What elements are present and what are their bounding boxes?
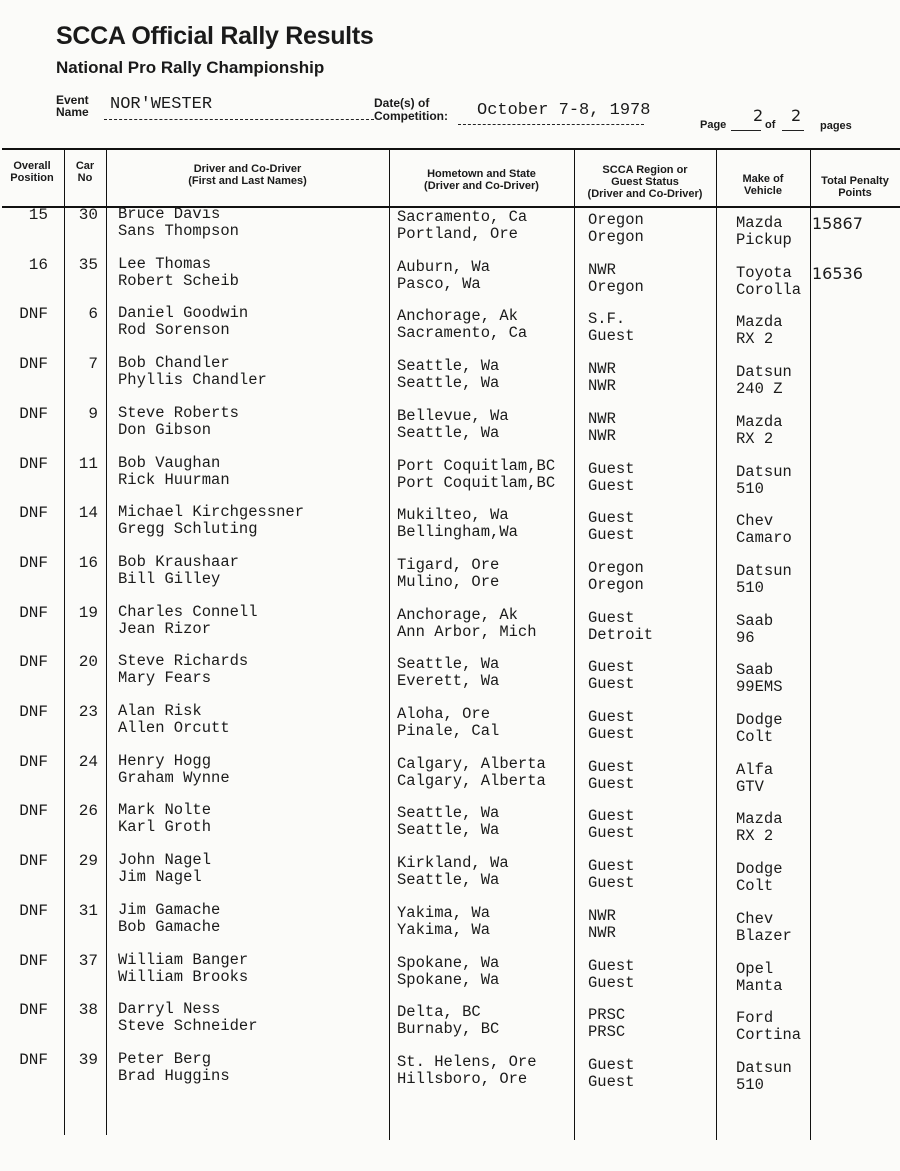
car-number-cell: 24 — [78, 752, 98, 771]
car-number-cell: 35 — [78, 255, 98, 274]
car-number-cell: 7 — [88, 355, 98, 374]
co-driver-hometown-cell: Ann Arbor, Mich — [397, 622, 537, 641]
co-driver-cell: Mary Fears — [118, 669, 212, 688]
co-driver-cell: Rick Huurman — [118, 470, 230, 489]
event-name-underline — [104, 119, 374, 120]
driver-hometown-cell: St. Helens, Ore — [397, 1052, 537, 1071]
driver-hometown-cell: Auburn, Wa — [397, 257, 491, 276]
model-cell: Colt — [736, 728, 774, 746]
model-cell: Pickup — [736, 231, 792, 249]
model-cell: GTV — [736, 777, 764, 796]
driver-region-cell: Oregon — [588, 211, 644, 229]
co-driver-region-cell: PRSC — [588, 1023, 626, 1042]
driver-cell: Steve Roberts — [118, 403, 239, 422]
position-cell: 16 — [28, 255, 48, 274]
driver-cell: Michael Kirchgessner — [118, 503, 305, 522]
co-driver-region-cell: NWR — [588, 923, 616, 942]
make-cell: Datsun — [736, 462, 792, 481]
position-cell: DNF — [19, 1050, 48, 1069]
co-driver-hometown-cell: Seattle, Wa — [397, 871, 500, 890]
driver-region-cell: Guest — [588, 807, 635, 826]
position-cell: DNF — [19, 852, 48, 871]
driver-hometown-cell: Sacramento, Ca — [397, 208, 528, 226]
driver-cell: Bob Chandler — [118, 354, 230, 373]
driver-hometown-cell: Anchorage, Ak — [397, 605, 518, 624]
co-driver-region-cell: Oregon — [588, 277, 644, 296]
driver-hometown-cell: Port Coquitlam,BC — [397, 456, 556, 475]
position-cell: DNF — [19, 404, 48, 423]
model-cell: 510 — [736, 479, 764, 498]
co-driver-hometown-cell: Pinale, Cal — [397, 722, 500, 740]
make-cell: Ford — [736, 1009, 774, 1028]
col-header-driver: Driver and Co-Driver (First and Last Names) — [188, 163, 307, 187]
dates-underline — [458, 124, 644, 125]
position-cell: DNF — [19, 951, 48, 970]
col-divider-5 — [716, 150, 717, 1140]
driver-hometown-cell: Anchorage, Ak — [397, 307, 518, 326]
position-cell: DNF — [19, 305, 48, 324]
col-header-hometown: Hometown and State (Driver and Co-Driver) — [424, 168, 539, 192]
make-cell: Toyota — [736, 263, 792, 282]
co-driver-region-cell: Guest — [588, 774, 635, 793]
driver-hometown-cell: Seattle, Wa — [397, 655, 500, 674]
driver-region-cell: Guest — [588, 857, 635, 876]
driver-region-cell: NWR — [588, 260, 616, 279]
car-number-cell: 14 — [78, 504, 98, 523]
co-driver-region-cell: Oregon — [588, 228, 644, 246]
model-cell: Cortina — [736, 1026, 802, 1045]
make-cell: Mazda — [736, 313, 783, 332]
driver-region-cell: Guest — [588, 658, 635, 677]
col-header-region: SCCA Region or Guest Status (Driver and Co-Driver) — [587, 164, 703, 200]
position-cell: DNF — [19, 752, 48, 771]
driver-hometown-cell: Seattle, Wa — [397, 804, 500, 823]
make-cell: Dodge — [736, 860, 783, 879]
dates-label-line1: Date(s) of — [374, 96, 430, 110]
driver-hometown-cell: Mukilteo, Wa — [397, 506, 509, 525]
model-cell: Colt — [736, 877, 774, 896]
position-cell: DNF — [19, 553, 48, 572]
model-cell: 510 — [736, 1075, 764, 1094]
col-divider-6 — [810, 150, 811, 1140]
co-driver-region-cell: NWR — [588, 426, 616, 445]
model-cell: 510 — [736, 578, 764, 597]
position-cell: DNF — [19, 454, 48, 473]
car-number-cell: 37 — [78, 951, 98, 970]
co-driver-region-cell: Detroit — [588, 625, 654, 644]
driver-hometown-cell: Kirkland, Wa — [397, 854, 509, 873]
model-cell: Corolla — [736, 280, 802, 299]
of-label: of — [765, 119, 776, 131]
driver-cell: Henry Hogg — [118, 751, 212, 770]
car-number-cell: 26 — [78, 802, 98, 821]
table-top-rule — [2, 148, 900, 150]
car-number-cell: 39 — [78, 1050, 98, 1069]
penalty-points-cell: 15867 — [812, 214, 863, 233]
driver-region-cell: PRSC — [588, 1006, 626, 1025]
model-cell: Blazer — [736, 926, 792, 945]
driver-region-cell: Guest — [588, 459, 635, 478]
driver-region-cell: Guest — [588, 708, 635, 726]
driver-cell: Steve Richards — [118, 652, 249, 671]
co-driver-cell: Bill Gilley — [118, 569, 221, 588]
co-driver-cell: Sans Thompson — [118, 222, 239, 240]
co-driver-hometown-cell: Bellingham,Wa — [397, 523, 518, 542]
make-cell: Datsun — [736, 561, 792, 580]
col-divider-1 — [64, 150, 65, 1135]
driver-region-cell: Guest — [588, 956, 635, 975]
co-driver-region-cell: Guest — [588, 675, 635, 694]
co-driver-hometown-cell: Seattle, Wa — [397, 821, 500, 840]
model-cell: Manta — [736, 976, 783, 995]
page-number: 2 — [753, 106, 764, 125]
co-driver-region-cell: Guest — [588, 973, 635, 992]
penalty-points-cell: 16536 — [812, 263, 863, 283]
co-driver-region-cell: Guest — [588, 824, 635, 843]
co-driver-cell: Brad Huggins — [118, 1066, 230, 1085]
model-cell: RX 2 — [736, 330, 774, 349]
col-divider-4 — [574, 150, 575, 1140]
co-driver-cell: Graham Wynne — [118, 768, 230, 787]
co-driver-region-cell: Guest — [588, 1072, 635, 1091]
driver-cell: Daniel Goodwin — [118, 304, 249, 323]
driver-region-cell: NWR — [588, 906, 616, 925]
position-cell: 15 — [28, 206, 48, 224]
car-number-cell: 11 — [78, 454, 98, 473]
model-cell: 99EMS — [736, 678, 783, 697]
make-cell: Saab — [736, 611, 774, 630]
co-driver-region-cell: Guest — [588, 327, 635, 346]
position-cell: DNF — [19, 802, 48, 821]
co-driver-region-cell: Guest — [588, 526, 635, 545]
driver-hometown-cell: Seattle, Wa — [397, 357, 500, 376]
co-driver-hometown-cell: Seattle, Wa — [397, 423, 500, 442]
make-cell: Chev — [736, 512, 774, 531]
event-name-value: NOR'WESTER — [110, 95, 213, 114]
co-driver-cell: Robert Scheib — [118, 271, 239, 290]
dates-label-line2: Competition: — [374, 109, 448, 123]
co-driver-region-cell: Guest — [588, 874, 635, 893]
co-driver-cell: Allen Orcutt — [118, 719, 230, 737]
position-cell: DNF — [19, 603, 48, 622]
co-driver-hometown-cell: Spokane, Wa — [397, 970, 500, 989]
model-cell: RX 2 — [736, 827, 774, 846]
co-driver-cell: Rod Sorenson — [118, 321, 230, 340]
co-driver-cell: Jean Rizor — [118, 619, 212, 638]
driver-region-cell: S.F. — [588, 310, 626, 329]
col-header-car-no: Car No — [75, 160, 95, 184]
driver-cell: Lee Thomas — [118, 254, 212, 273]
driver-region-cell: Guest — [588, 1055, 635, 1074]
co-driver-cell: Don Gibson — [118, 420, 212, 439]
driver-region-cell: NWR — [588, 409, 616, 428]
pages-label: pages — [820, 120, 852, 132]
col-divider-3 — [389, 150, 390, 1140]
co-driver-cell: Jim Nagel — [118, 868, 202, 887]
co-driver-hometown-cell: Port Coquitlam,BC — [397, 473, 556, 492]
event-label-line2: Name — [56, 105, 89, 119]
co-driver-hometown-cell: Yakima, Wa — [397, 920, 491, 939]
driver-cell: Bob Vaughan — [118, 453, 221, 472]
position-cell: DNF — [19, 504, 48, 523]
co-driver-hometown-cell: Hillsboro, Ore — [397, 1069, 528, 1088]
driver-cell: Alan Risk — [118, 702, 202, 720]
driver-region-cell: NWR — [588, 360, 616, 379]
co-driver-cell: Bob Gamache — [118, 917, 221, 936]
car-number-cell: 31 — [78, 901, 98, 920]
dates-value: October 7-8, 1978 — [477, 101, 651, 120]
driver-hometown-cell: Calgary, Alberta — [397, 754, 546, 773]
driver-region-cell: Oregon — [588, 558, 644, 577]
driver-cell: Bob Kraushaar — [118, 552, 239, 571]
position-cell: DNF — [19, 1001, 48, 1020]
car-number-cell: 23 — [78, 703, 98, 721]
driver-cell: Charles Connell — [118, 602, 258, 621]
position-cell: DNF — [19, 703, 48, 721]
driver-cell: John Nagel — [118, 851, 212, 870]
make-cell: Mazda — [736, 810, 783, 829]
co-driver-hometown-cell: Sacramento, Ca — [397, 324, 528, 343]
co-driver-hometown-cell: Burnaby, BC — [397, 1020, 500, 1039]
position-cell: DNF — [19, 901, 48, 920]
col-header-points: Total Penalty Points — [821, 175, 889, 199]
driver-region-cell: Guest — [588, 757, 635, 776]
col-divider-2 — [106, 150, 107, 1135]
co-driver-hometown-cell: Portland, Ore — [397, 225, 518, 243]
make-cell: Mazda — [736, 214, 783, 232]
car-number-cell: 38 — [78, 1001, 98, 1020]
make-cell: Mazda — [736, 412, 783, 431]
driver-cell: William Banger — [118, 950, 249, 969]
co-driver-region-cell: Oregon — [588, 575, 644, 594]
driver-hometown-cell: Bellevue, Wa — [397, 406, 509, 425]
page-number-underline — [731, 130, 761, 131]
co-driver-region-cell: Guest — [588, 725, 635, 743]
car-number-cell: 9 — [88, 404, 98, 423]
co-driver-hometown-cell: Seattle, Wa — [397, 374, 500, 393]
make-cell: Opel — [736, 959, 774, 978]
model-cell: 96 — [736, 628, 755, 647]
page-total: 2 — [791, 106, 802, 125]
make-cell: Saab — [736, 661, 774, 680]
position-cell: DNF — [19, 355, 48, 374]
car-number-cell: 29 — [78, 852, 98, 871]
co-driver-hometown-cell: Everett, Wa — [397, 672, 500, 691]
driver-hometown-cell: Yakima, Wa — [397, 903, 491, 922]
driver-hometown-cell: Delta, BC — [397, 1003, 481, 1022]
driver-region-cell: Guest — [588, 509, 635, 528]
co-driver-cell: William Brooks — [118, 967, 249, 986]
car-number-cell: 16 — [78, 553, 98, 572]
make-cell: Chev — [736, 909, 774, 928]
co-driver-hometown-cell: Pasco, Wa — [397, 274, 481, 293]
co-driver-hometown-cell: Mulino, Ore — [397, 572, 500, 591]
col-header-make: Make of Vehicle — [742, 173, 784, 197]
driver-cell: Mark Nolte — [118, 801, 212, 820]
co-driver-cell: Gregg Schluting — [118, 520, 258, 539]
page-label: Page — [700, 119, 727, 131]
car-number-cell: 19 — [78, 603, 98, 622]
co-driver-region-cell: Guest — [588, 476, 635, 495]
co-driver-cell: Steve Schneider — [118, 1017, 258, 1036]
co-driver-region-cell: NWR — [588, 377, 616, 396]
car-number-cell: 30 — [78, 206, 98, 224]
co-driver-cell: Phyllis Chandler — [118, 371, 267, 390]
model-cell: RX 2 — [736, 429, 774, 448]
driver-cell: Bruce Davis — [118, 205, 221, 223]
page-title: SCCA Official Rally Results — [56, 22, 374, 50]
make-cell: Datsun — [736, 1058, 792, 1077]
car-number-cell: 6 — [88, 305, 98, 324]
make-cell: Alfa — [736, 760, 774, 779]
event-label-line1: Event — [56, 93, 89, 107]
co-driver-cell: Karl Groth — [118, 818, 212, 837]
model-cell: Camaro — [736, 529, 792, 548]
driver-hometown-cell: Aloha, Ore — [397, 705, 491, 723]
driver-hometown-cell: Spokane, Wa — [397, 953, 500, 972]
page-subtitle: National Pro Rally Championship — [56, 58, 325, 77]
co-driver-hometown-cell: Calgary, Alberta — [397, 771, 546, 790]
col-header-position: Overall Position — [10, 160, 54, 184]
driver-cell: Peter Berg — [118, 1049, 212, 1068]
model-cell: 240 Z — [736, 380, 783, 399]
make-cell: Datsun — [736, 363, 792, 382]
car-number-cell: 20 — [78, 653, 98, 672]
driver-cell: Jim Gamache — [118, 900, 221, 919]
position-cell: DNF — [19, 653, 48, 672]
driver-region-cell: Guest — [588, 608, 635, 627]
driver-cell: Darryl Ness — [118, 1000, 221, 1019]
make-cell: Dodge — [736, 711, 783, 729]
page-total-underline — [782, 130, 804, 131]
driver-hometown-cell: Tigard, Ore — [397, 555, 500, 574]
